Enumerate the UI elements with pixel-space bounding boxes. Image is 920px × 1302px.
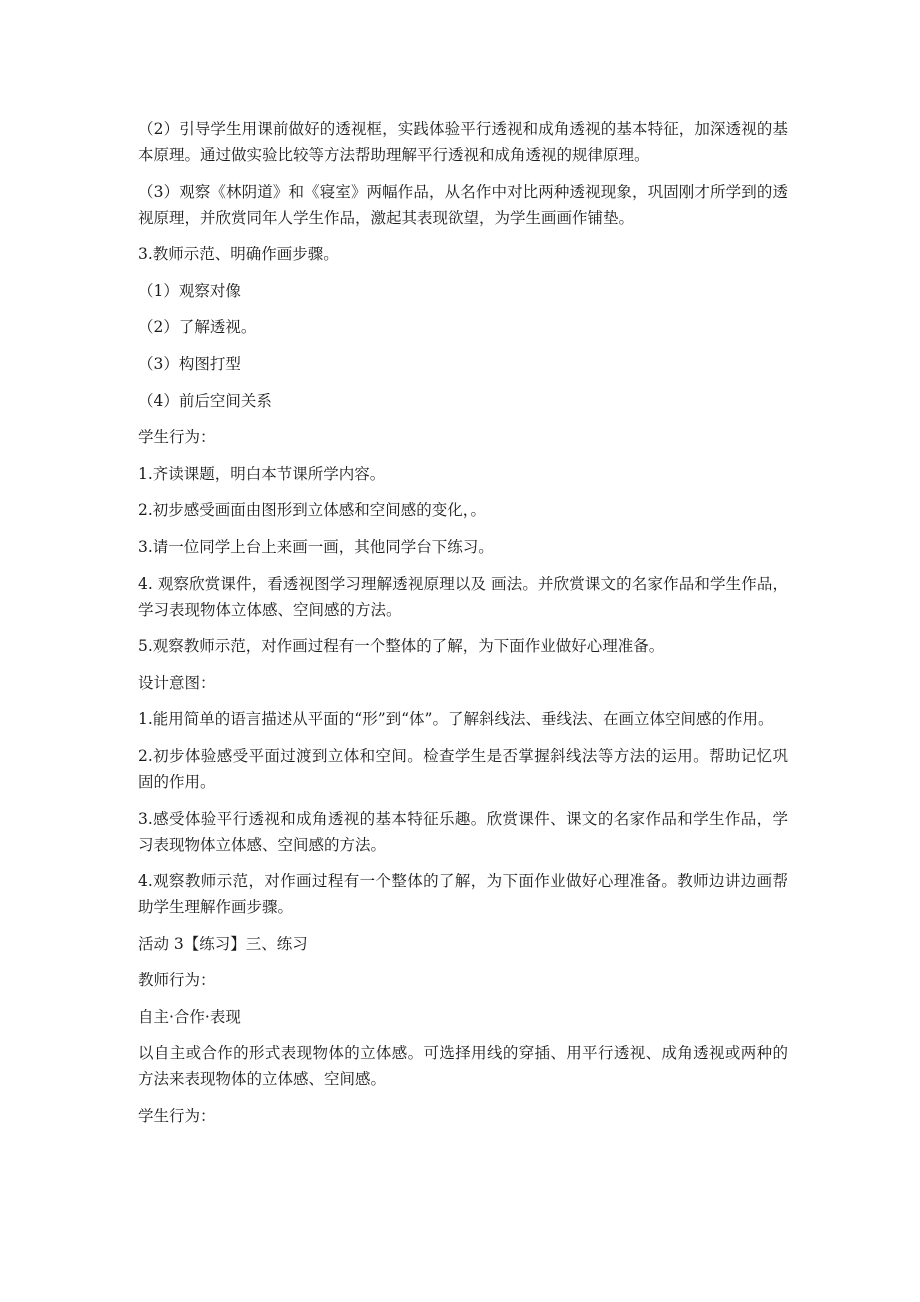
- heading-teacher-behavior: 教师行为：: [138, 971, 216, 990]
- paragraph-observe-works: （3）观察《林阴道》和《寝室》两幅作品，从名作中对比两种透视现象，巩固刚才所学到的透视原理，并欣赏同年人学生作品，激起其表现欲望，为学生画画作铺垫。: [138, 182, 788, 227]
- student-item-2: 2.初步感受画面由图形到立体感和空间感的变化，。: [138, 501, 487, 520]
- heading-student-behavior-2: 学生行为：: [138, 1107, 216, 1126]
- student-item-1: 1.齐读课题，明白本节课所学内容。: [138, 464, 386, 483]
- design-item-4: 4.观察教师示范，对作画过程有一个整体的了解，为下面作业做好心理准备。教师边讲边画帮助学生理解作画步骤。: [138, 872, 788, 917]
- subheading-autonomy: 自主·合作·表现: [138, 1007, 241, 1026]
- step-perspective: （2）了解透视。: [138, 318, 257, 337]
- document-body: [138, 116, 788, 1140]
- design-item-3: 3.感受体验平行透视和成角透视的基本特征乐趣。欣赏课件、课文的名家作品和学生作品，学习表现物体立体感、空间感的方法。: [138, 809, 788, 854]
- design-item-2: 2.初步体验感受平面过渡到立体和空间。检查学生是否掌握斜线法等方法的运用。帮助记忆巩固的作用。: [138, 746, 788, 791]
- heading-activity-3: 活动 3【练习】三、练习: [138, 934, 308, 953]
- paragraph-guide-frame: （2）引导学生用课前做好的透视框，实践体验平行透视和成角透视的基本特征，加深透视的基本原理。通过做实验比较等方法帮助理解平行透视和成角透视的规律原理。: [138, 120, 788, 164]
- student-item-3: 3.请一位同学上台上来画一画，其他同学台下练习。: [138, 537, 494, 556]
- heading-student-behavior: 学生行为：: [138, 428, 216, 447]
- student-item-4: 4. 观察欣赏课件，看透视图学习理解透视原理以及 画法。并欣赏课文的名家作品和学生作品，学习表现物体立体感、空间感的方法。: [138, 574, 788, 619]
- step-composition: （3）构图打型: [138, 354, 241, 373]
- step-space: （4）前后空间关系: [138, 391, 272, 410]
- student-item-5: 5.观察教师示范，对作画过程有一个整体的了解，为下面作业做好心理准备。: [138, 637, 665, 656]
- paragraph-practice: 以自主或合作的形式表现物体的立体感。可选择用线的穿插、用平行透视、成角透视或两种的方法来表现物体的立体感、空间感。: [138, 1044, 788, 1089]
- heading-design-intent: 设计意图：: [138, 673, 216, 692]
- design-item-1: 1.能用简单的语言描述从平面的“形”到“体”。了解斜线法、垂线法、在画立体空间感的作用。: [138, 710, 774, 729]
- step-observe: （1）观察对像: [138, 281, 241, 300]
- heading-teacher-demo: 3.教师示范、明确作画步骤。: [138, 245, 339, 264]
